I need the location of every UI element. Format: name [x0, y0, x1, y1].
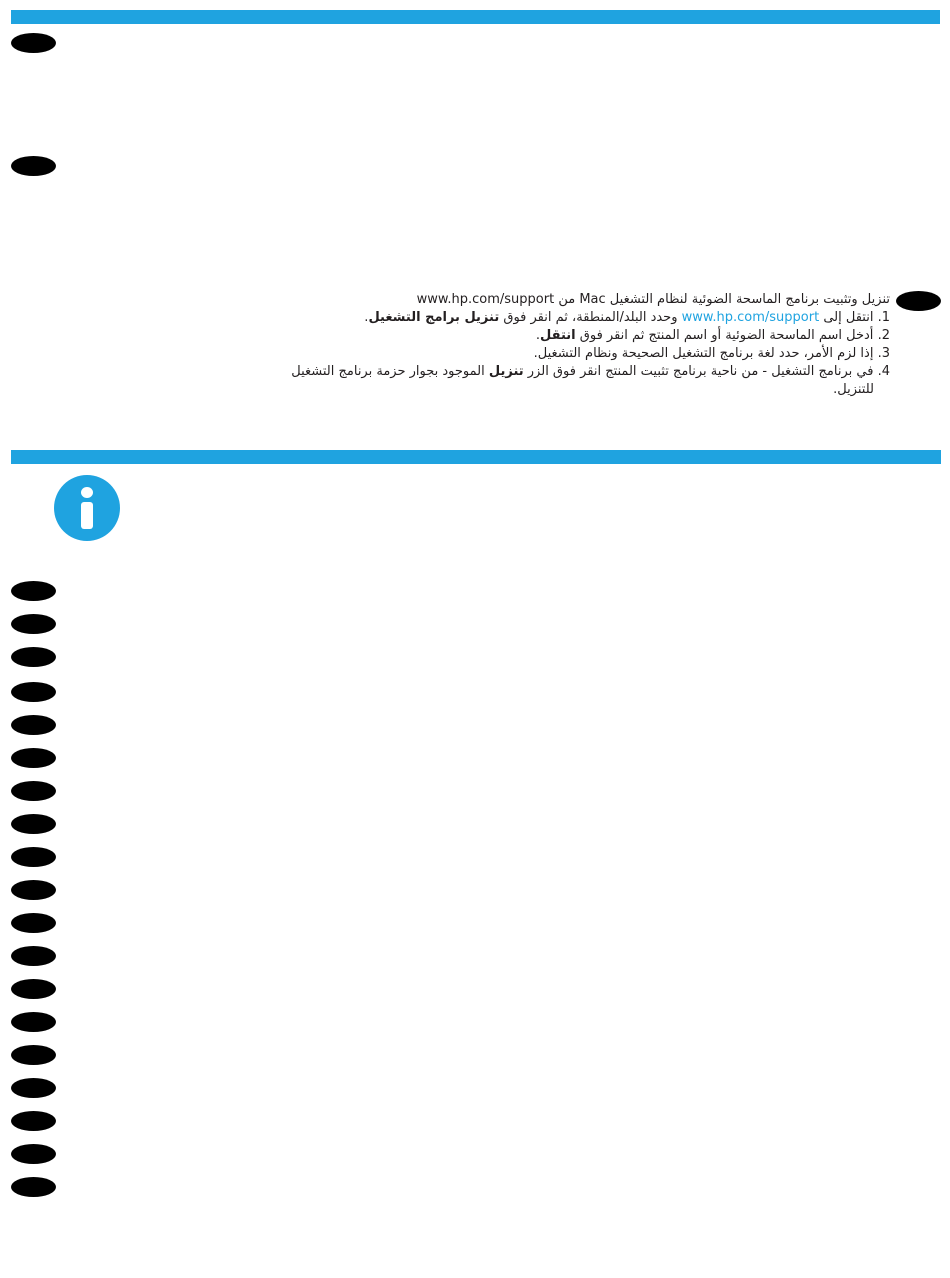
- step-2: [250, 327, 890, 345]
- language-badge: [11, 979, 56, 999]
- language-badge: [11, 647, 56, 667]
- step-period: .: [364, 310, 369, 325]
- language-badge: [11, 1045, 56, 1065]
- language-badge: [11, 913, 56, 933]
- step-bold-term: تنزيل برامج التشغيل: [368, 310, 500, 325]
- info-icon-stem: [81, 502, 93, 529]
- language-badge: [11, 814, 56, 834]
- step-3: [250, 345, 890, 363]
- step-number: 2.: [877, 328, 890, 343]
- language-badge: [11, 614, 56, 634]
- language-badge: [11, 156, 56, 176]
- section-heading: [250, 291, 890, 309]
- language-badge: [11, 1111, 56, 1131]
- language-badge: [11, 1144, 56, 1164]
- step-period: .: [535, 328, 541, 343]
- language-badge: [11, 880, 56, 900]
- language-badge: [11, 946, 56, 966]
- step-bold-term: تنزيل: [488, 364, 524, 379]
- language-badge: [11, 1012, 56, 1032]
- language-badge: [11, 33, 56, 53]
- step-1: [250, 309, 890, 327]
- heading-from: من: [558, 292, 576, 307]
- step-text: وحدد البلد/المنطقة، ثم انقر فوق: [503, 310, 678, 325]
- step-number: 1.: [877, 310, 890, 325]
- section-divider-bar: [11, 450, 941, 464]
- step-text: أدخل اسم الماسحة الضوئية أو اسم المنتج ثم انقر فوق: [579, 328, 874, 343]
- step-bold-term: انتقل: [540, 328, 576, 343]
- step-text: إذا لزم الأمر، حدد لغة برنامج التشغيل الصحيحة ونظام التشغيل.: [533, 346, 874, 361]
- step-text: في برنامج التشغيل - من ناحية برنامج تثبيت المنتج انقر فوق الزر: [527, 364, 874, 379]
- language-badge: [11, 682, 56, 702]
- language-badge: [11, 847, 56, 867]
- language-badge: [11, 1177, 56, 1197]
- language-badge: [11, 715, 56, 735]
- language-badge: [11, 781, 56, 801]
- heading-url: www.hp.com/support: [416, 292, 555, 307]
- support-link[interactable]: www.hp.com/support: [681, 310, 820, 325]
- language-badge-arabic: [896, 291, 941, 311]
- top-accent-bar: [11, 10, 940, 24]
- step-number: 4.: [877, 364, 890, 379]
- heading-os: Mac: [579, 292, 606, 307]
- language-badge: [11, 748, 56, 768]
- arabic-instructions: [250, 291, 890, 399]
- info-icon-dot: [81, 487, 93, 498]
- info-icon: [54, 475, 120, 541]
- language-badge: [11, 581, 56, 601]
- language-badge: [11, 1078, 56, 1098]
- step-text: الموجود بجوار حزمة برنامج التشغيل للتنزيل.: [291, 364, 874, 397]
- step-4: [250, 363, 890, 399]
- step-number: 3.: [877, 346, 890, 361]
- step-text: انتقل إلى: [823, 310, 874, 325]
- heading-text: تنزيل وتثبيت برنامج الماسحة الضوئية لنظام التشغيل: [609, 292, 890, 307]
